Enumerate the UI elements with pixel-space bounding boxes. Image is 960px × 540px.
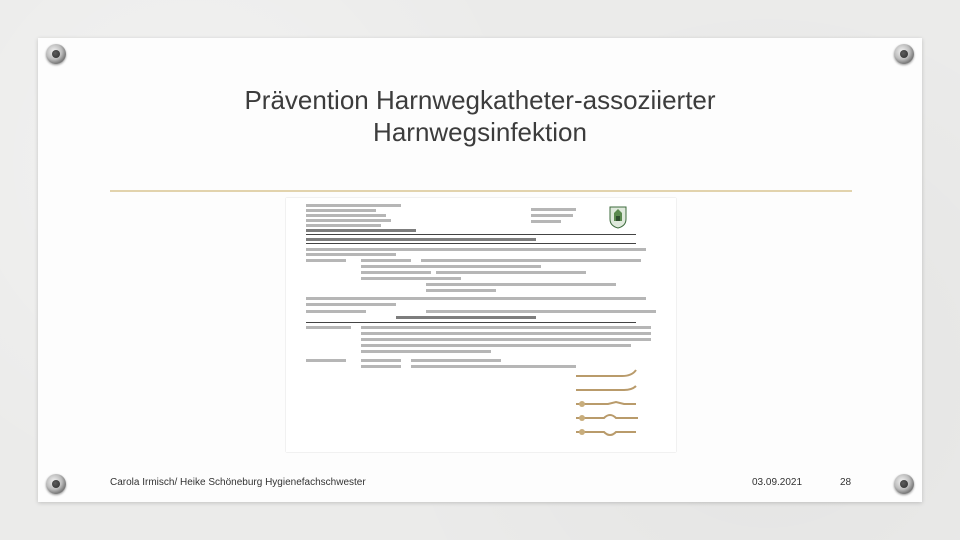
doc-text-line (306, 214, 386, 217)
title-divider (110, 190, 852, 192)
slide-title-line-2: Harnwegsinfektion (373, 117, 587, 147)
document-image (286, 198, 676, 452)
doc-text-line (361, 350, 491, 353)
pin-bottom-left-icon (46, 474, 66, 494)
doc-text-line (361, 326, 651, 329)
doc-text-line (361, 332, 651, 335)
doc-text-line (361, 265, 541, 268)
doc-text-line (411, 365, 576, 368)
footer-date: 03.09.2021 (752, 477, 803, 488)
doc-text-line (306, 204, 401, 207)
coat-of-arms-icon (609, 205, 627, 229)
doc-text-line (306, 224, 381, 227)
doc-text-line (306, 229, 416, 232)
doc-text-line (306, 326, 351, 329)
footer-page-number: 28 (840, 477, 852, 488)
catheter-tips-icon (574, 368, 644, 443)
doc-text-line (531, 220, 561, 223)
doc-text-line (306, 303, 396, 306)
doc-text-line (306, 359, 346, 362)
doc-text-line (426, 289, 496, 292)
doc-text-line (306, 209, 376, 212)
pin-top-left-icon (46, 44, 66, 64)
doc-text-line (361, 344, 631, 347)
doc-text-line (306, 253, 396, 256)
doc-rule (306, 322, 636, 323)
doc-text-line (306, 219, 391, 222)
doc-text-line (306, 238, 536, 241)
doc-text-line (421, 259, 641, 262)
doc-text-line (361, 338, 651, 341)
doc-text-line (531, 208, 576, 211)
doc-text-line (306, 297, 646, 300)
doc-text-line (426, 283, 616, 286)
doc-text-line (361, 271, 431, 274)
doc-rule (306, 234, 636, 235)
doc-text-line (411, 359, 501, 362)
doc-text-line (306, 259, 346, 262)
slide-title (110, 84, 850, 148)
doc-text-line (361, 365, 401, 368)
doc-rule (306, 243, 636, 244)
footer-author: Carola Irmisch/ Heike Schöneburg Hygienefachschwester (110, 477, 366, 488)
pin-top-right-icon (894, 44, 914, 64)
doc-text-line (306, 310, 366, 313)
doc-text-line (361, 277, 461, 280)
doc-text-line (426, 310, 656, 313)
pin-bottom-right-icon (894, 474, 914, 494)
doc-text-line (361, 359, 401, 362)
doc-text-line (396, 316, 536, 319)
doc-text-line (436, 271, 586, 274)
doc-text-line (306, 248, 646, 251)
doc-text-line (361, 259, 411, 262)
doc-text-line (531, 214, 573, 217)
slide-title-line-1: Prävention Harnwegkatheter-assoziierter (244, 85, 716, 115)
